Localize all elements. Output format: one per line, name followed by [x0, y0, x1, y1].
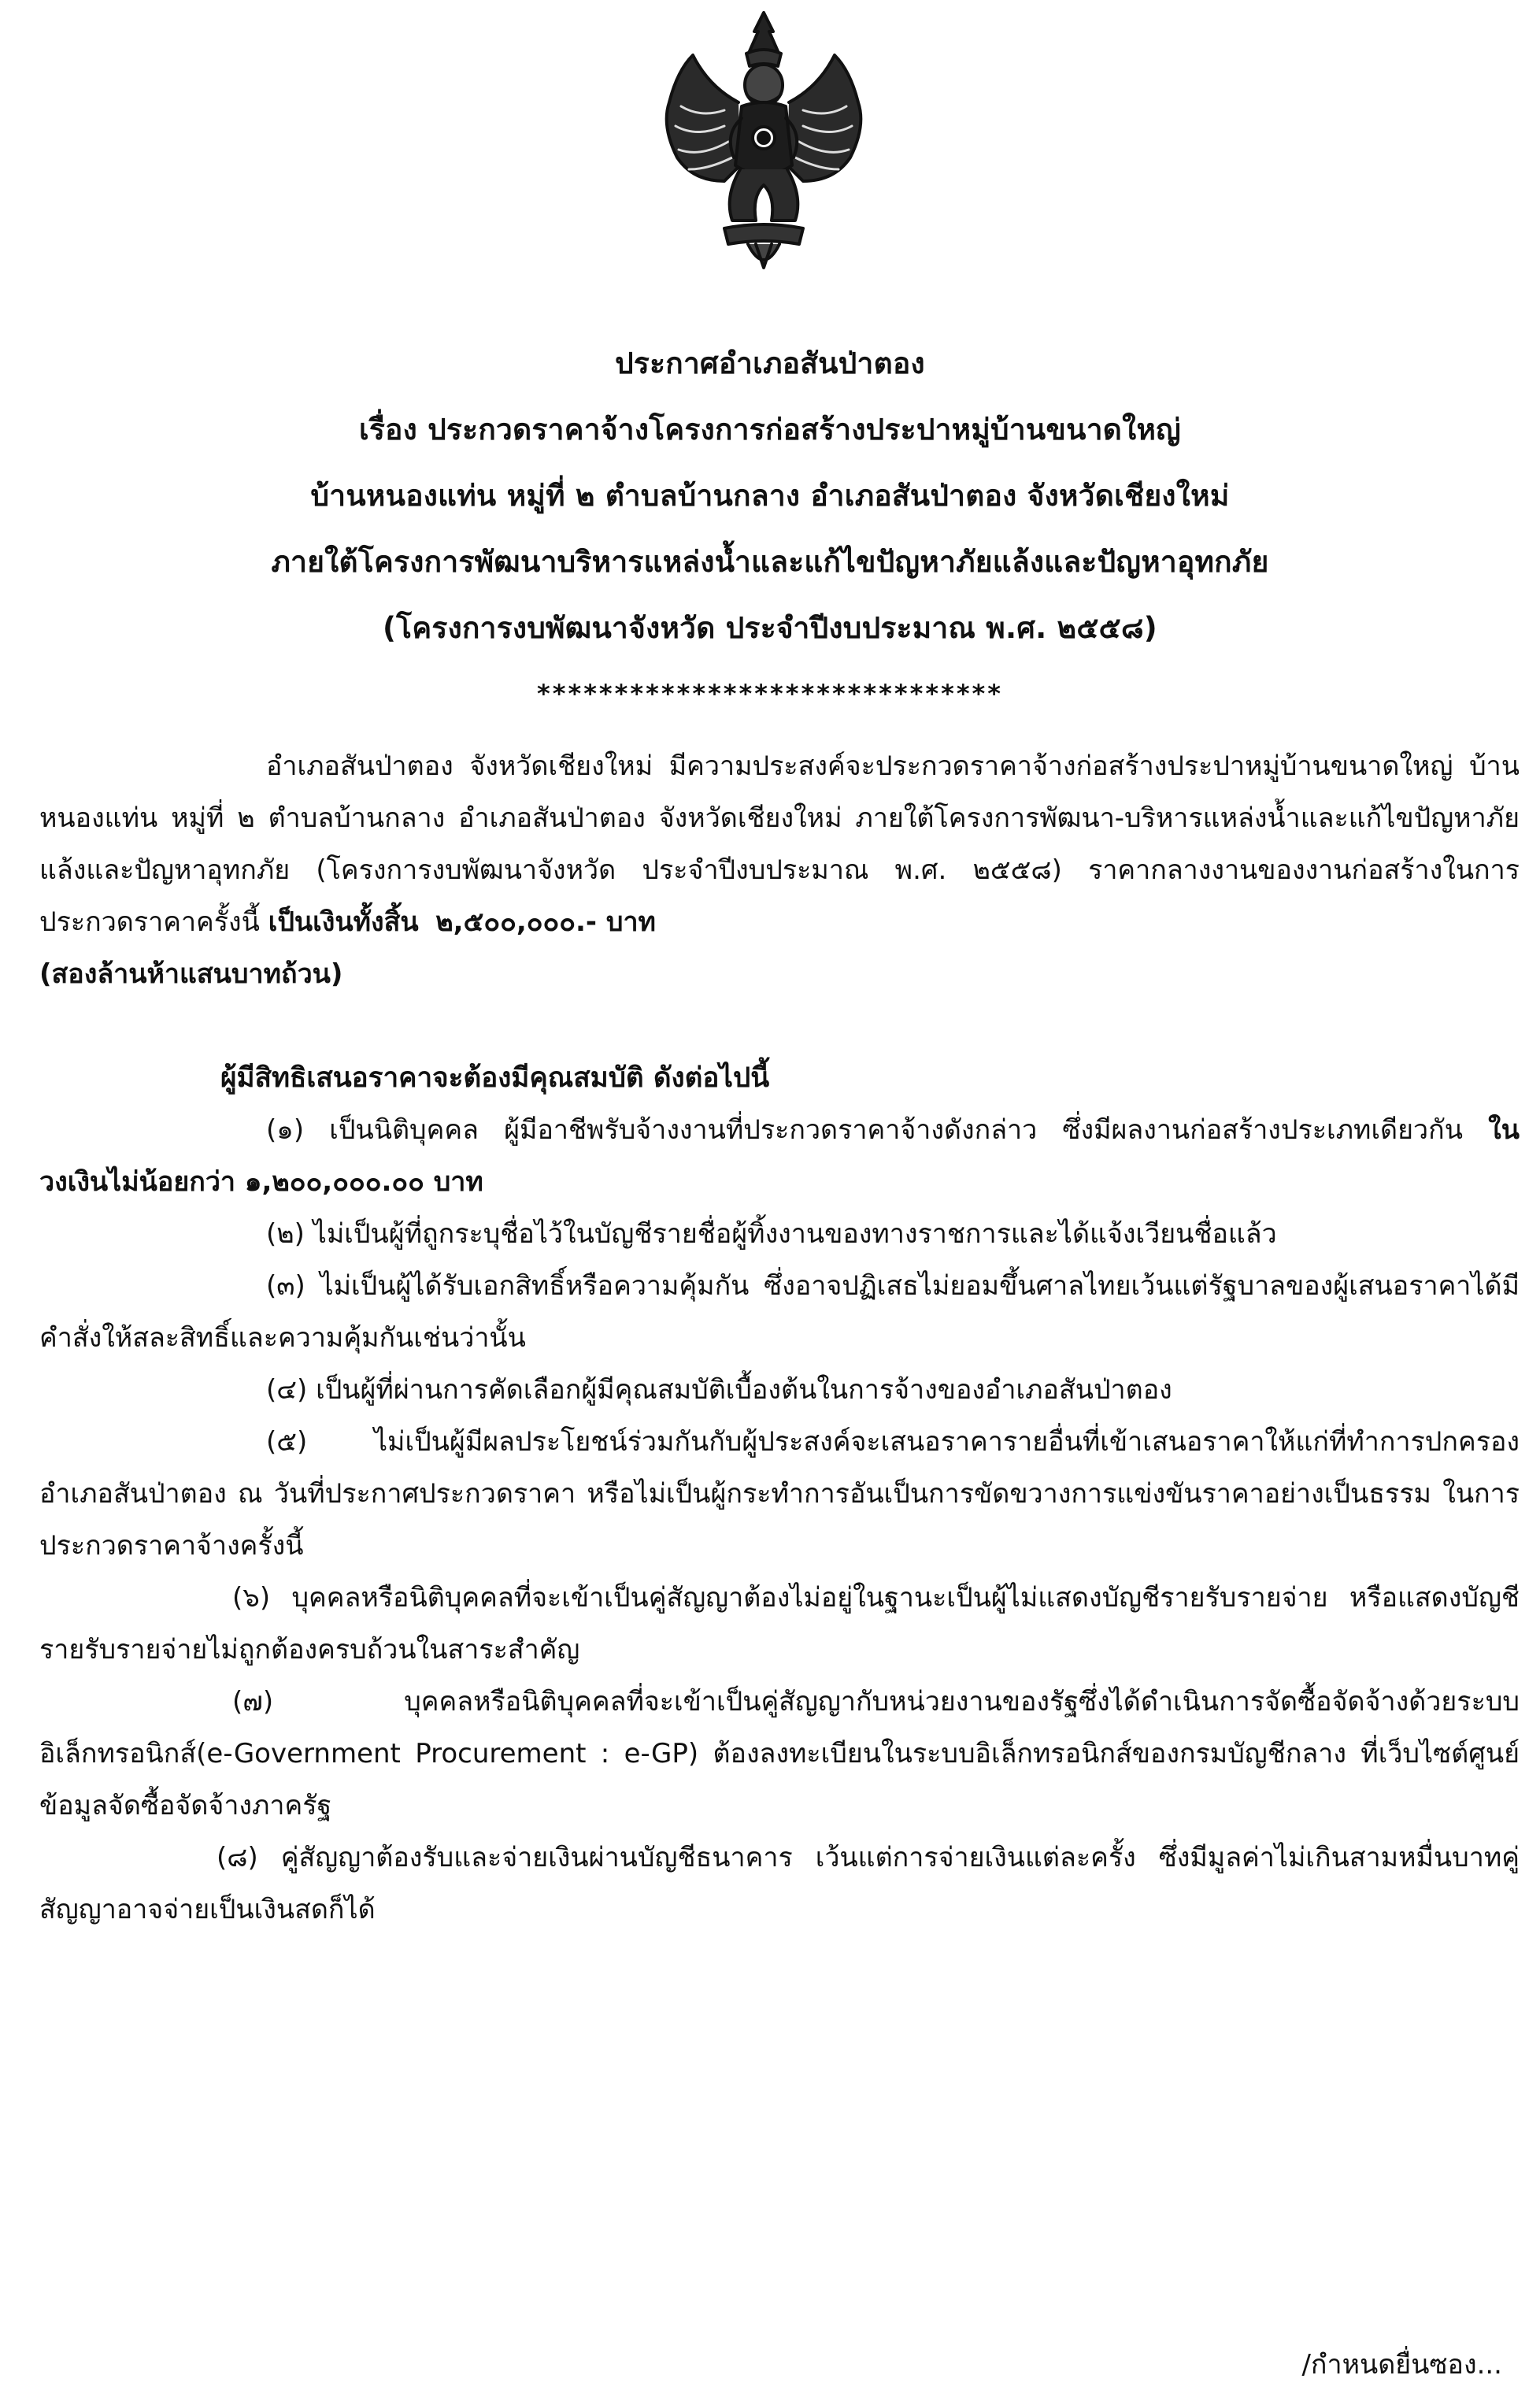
qualification-item-4: (๔) เป็นผู้ที่ผ่านการคัดเลือกผู้มีคุณสมบัติเบื้องต้นในการจ้างของอำเภอสันป่าตอง	[266, 1374, 1172, 1406]
qualification-1-minimum: ในวงเงินไม่น้อยกว่า ๑,๒๐๐,๐๐๐.๐๐ บาท	[39, 1114, 1520, 1198]
qualification-item-1	[39, 1104, 1520, 1208]
intro-text: อำเภอสันป่าตอง จังหวัดเชียงใหม่ มีความประสงค์จะประกวดราคาจ้างก่อสร้างประปาหมู่บ้านขนาดใหญ่ บ้านหนองแท่น หมู่ที่ ๒ ตำบลบ้านกลาง อำเภอสันป่าตอง จังหวัดเชียงใหม่ ภายใต้โครงการพัฒนา-บริหารแหล่งน้ำและแก้ไขปัญหาภัยแล้งและปัญหาอุทกภัย (โครงการงบพัฒนาจังหวัด ประจำปีงบประมาณ พ.ศ. ๒๕๕๘) ราคากลางงานของงานก่อสร้างในการประกวดราคาครั้งนี้	[39, 750, 1520, 938]
announcement-subject: เรื่อง ประกวดราคาจ้างโครงการก่อสร้างประปาหมู่บ้านขนาดใหญ่	[359, 413, 1181, 447]
garuda-emblem-icon	[646, 8, 882, 276]
announcement-budget: (โครงการงบพัฒนาจังหวัด ประจำปีงบประมาณ พ.ศ. ๒๕๕๘)	[382, 611, 1158, 645]
separator-stars: ******************************	[536, 679, 1004, 709]
total-amount-words: (สองล้านห้าแสนบาทถ้วน)	[39, 958, 343, 990]
qualification-item-5: (๕) ไม่เป็นผู้มีผลประโยชน์ร่วมกันกับผู้ประสงค์จะเสนอราคารายอื่นที่เข้าเสนอราคาให้แก่ที่ทำการปกครองอำเภอสันป่าตอง ณ วันที่ประกาศประกวดราคา หรือไม่เป็นผู้กระทำการอันเป็นการขัดขวางการแข่งขันราคาอย่างเป็นธรรม ในการประกวดราคาจ้างครั้งนี้	[39, 1426, 1520, 1562]
intro-paragraph	[39, 740, 1520, 1000]
qualification-item-7: (๗) บุคคลหรือนิติบุคคลที่จะเข้าเป็นคู่สัญญากับหน่วยงานของรัฐซึ่งได้ดำเนินการจัดซื้อจัดจ้างด้วยระบบอิเล็กทรอนิกส์(e-Government Procurement : e-GP) ต้องลงทะเบียนในระบบอิเล็กทรอนิกส์ของกรมบัญชีกลาง ที่เว็บไซต์ศูนย์ข้อมูลจัดซื้อจัดจ้างภาครัฐ	[39, 1686, 1520, 1821]
qualification-item-3: (๓) ไม่เป็นผู้ได้รับเอกสิทธิ์หรือความคุ้มกัน ซึ่งอาจปฏิเสธไม่ยอมขึ้นศาลไทยเว้นแต่รัฐบาลของผู้เสนอราคาได้มีคำสั่งให้สละสิทธิ์และความคุ้มกันเช่นว่านั้น	[39, 1270, 1520, 1354]
qualification-item-2: (๒) ไม่เป็นผู้ที่ถูกระบุชื่อไว้ในบัญชีรายชื่อผู้ทิ้งงานของทางราชการและได้แจ้งเวียนชื่อแล้ว	[266, 1218, 1277, 1250]
qualifications-heading: ผู้มีสิทธิเสนอราคาจะต้องมีคุณสมบัติ ดังต่อไปนี้	[220, 1062, 770, 1094]
qualification-item-8: (๘) คู่สัญญาต้องรับและจ่ายเงินผ่านบัญชีธนาคาร เว้นแต่การจ่ายเงินแต่ละครั้ง ซึ่งมีมูลค่าไม่เกินสามหมื่นบาทคู่สัญญาอาจจ่ายเป็นเงินสดก็ได้	[39, 1842, 1520, 1925]
announcement-title: ประกาศอำเภอสันป่าตอง	[615, 346, 925, 380]
announcement-body	[39, 740, 1520, 1936]
qualification-1-text: (๑) เป็นนิติบุคคล ผู้มีอาชีพรับจ้างงานที่ประกวดราคาจ้างดังกล่าว ซึ่งมีผลงานก่อสร้างประเภทเดียวกัน	[266, 1114, 1489, 1146]
qualification-item-6: (๖) บุคคลหรือนิติบุคคลที่จะเข้าเป็นคู่สัญญาต้องไม่อยู่ในฐานะเป็นผู้ไม่แสดงบัญชีรายรับรายจ่าย หรือแสดงบัญชีรายรับรายจ่ายไม่ถูกต้องครบถ้วนในสาระสำคัญ	[39, 1582, 1520, 1666]
announcement-location: บ้านหนองแท่น หมู่ที่ ๒ ตำบลบ้านกลาง อำเภอสันป่าตอง จังหวัดเชียงใหม่	[310, 479, 1230, 513]
announcement-program: ภายใต้โครงการพัฒนาบริหารแหล่งน้ำและแก้ไขปัญหาภัยแล้งและปัญหาอุทกภัย	[271, 545, 1269, 579]
page-continuation: /กำหนดยื่นซอง...	[1301, 2349, 1502, 2381]
announcement-header	[0, 331, 1540, 661]
total-label: เป็นเงินทั้งสิ้น	[268, 906, 419, 938]
total-amount: ๒,๕๐๐,๐๐๐.- บาท	[435, 906, 656, 938]
